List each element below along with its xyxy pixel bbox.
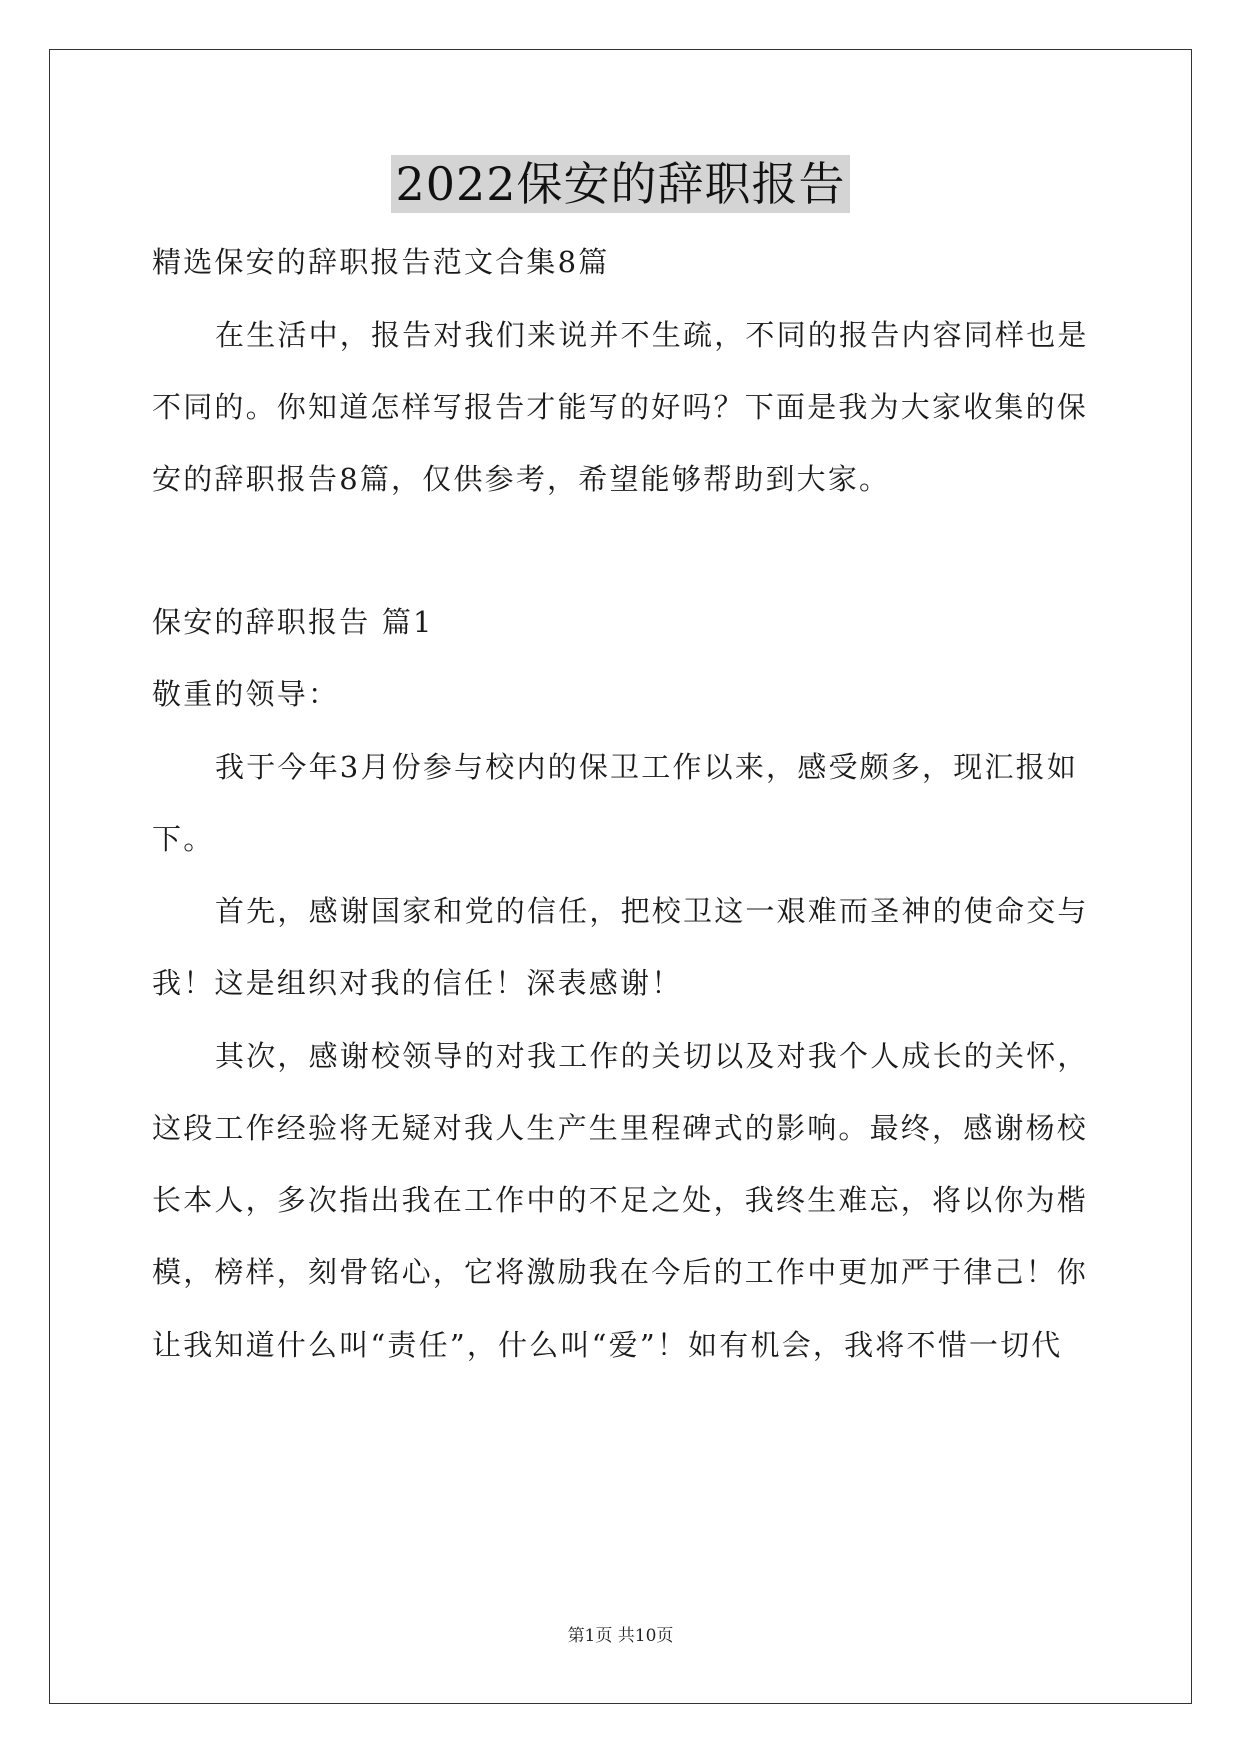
paragraph-line: 不同的。你知道怎样写报告才能写的好吗？下面是我为大家收集的保 [152,390,1089,424]
paragraph-line: 长本人，多次指出我在工作中的不足之处，我终生难忘，将以你为楷 [152,1183,1089,1217]
paragraph-line: 首先，感谢国家和党的信任，把校卫这一艰难而圣神的使命交与 [215,894,1089,928]
document-title: 2022保安的辞职报告 [391,155,849,213]
salutation: 敬重的领导： [152,677,340,711]
paragraph-line: 我于今年3月份参与校内的保卫工作以来，感受颇多，现汇报如 [215,750,1079,784]
section-heading: 保安的辞职报告 篇1 [152,605,434,639]
page-number-footer: 第1页 共10页 [567,1626,674,1646]
paragraph-line: 让我知道什么叫“责任”，什么叫“爱”！如有机会，我将不惜一切代 [152,1328,1063,1362]
paragraph-line: 在生活中，报告对我们来说并不生疏，不同的报告内容同样也是 [215,318,1089,352]
paragraph-line: 其次，感谢校领导的对我工作的关切以及对我个人成长的关怀， [215,1039,1089,1073]
paragraph-line: 我！这是组织对我的信任！深表感谢！ [152,966,683,1000]
subtitle-line: 精选保安的辞职报告范文合集8篇 [152,245,610,279]
title-container [0,155,1241,213]
paragraph-line: 这段工作经验将无疑对我人生产生里程碑式的影响。最终，感谢杨校 [152,1111,1089,1145]
page-border [49,49,1192,1704]
paragraph-line: 模，榜样，刻骨铭心，它将激励我在今后的工作中更加严于律己！你 [152,1255,1089,1289]
paragraph-line: 安的辞职报告8篇，仅供参考，希望能够帮助到大家。 [152,462,891,496]
paragraph-line: 下。 [152,822,215,856]
